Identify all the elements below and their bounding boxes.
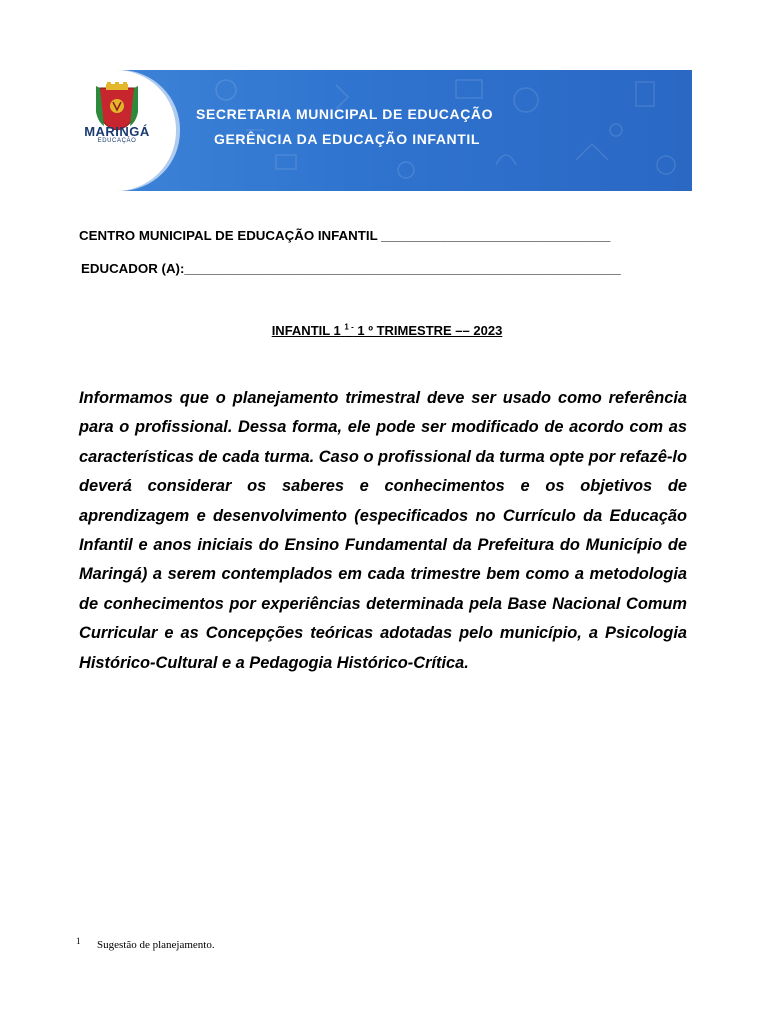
title-prefix: INFANTIL 1 xyxy=(271,323,341,339)
header-banner xyxy=(76,70,692,191)
logo-name: MARINGÁ xyxy=(84,124,150,139)
document-title xyxy=(0,323,768,338)
body-paragraph: Informamos que o planejamento trimestral deve ser usado como referência para o profissional. Dessa forma, ele pode ser modificado de acordo com as características de cada turma. Caso o profissional da turma opte por refazê-lo deverá considerar os saberes e conhecimentos e os objetivos de aprendizagem e desenvolvimento (especificados no Currículo da Educação Infantil e anos iniciais do Ensino Fundamental da Prefeitura do Município de Maringá) a serem contemplados em cada trimestre bem como a metodologia de conhecimentos por experiências determinada pela Base Nacional Comum Curricular e as Concepções teóricas adotadas pelo município, a Psicologia Histórico-Cultural e a Pedagogia Histórico-Crítica. xyxy=(79,389,687,672)
banner-subtitle: GERÊNCIA DA EDUCAÇÃO INFANTIL xyxy=(214,131,481,147)
footnote-text: Sugestão de planejamento. xyxy=(97,939,215,951)
logo-subtitle: EDUCAÇÃO xyxy=(97,138,137,144)
educator-field: EDUCADOR (A):___________________________________________________________ xyxy=(81,261,621,276)
banner-title: SECRETARIA MUNICIPAL DE EDUCAÇÃO xyxy=(196,106,494,122)
title-rest: 1 º TRIMESTRE –– 2023 xyxy=(353,323,503,339)
title-footnote-ref: 1 - xyxy=(344,323,354,332)
center-name-field: CENTRO MUNICIPAL DE EDUCAÇÃO INFANTIL _______________________________ xyxy=(79,228,611,243)
footnote-number: 1 xyxy=(76,936,81,946)
